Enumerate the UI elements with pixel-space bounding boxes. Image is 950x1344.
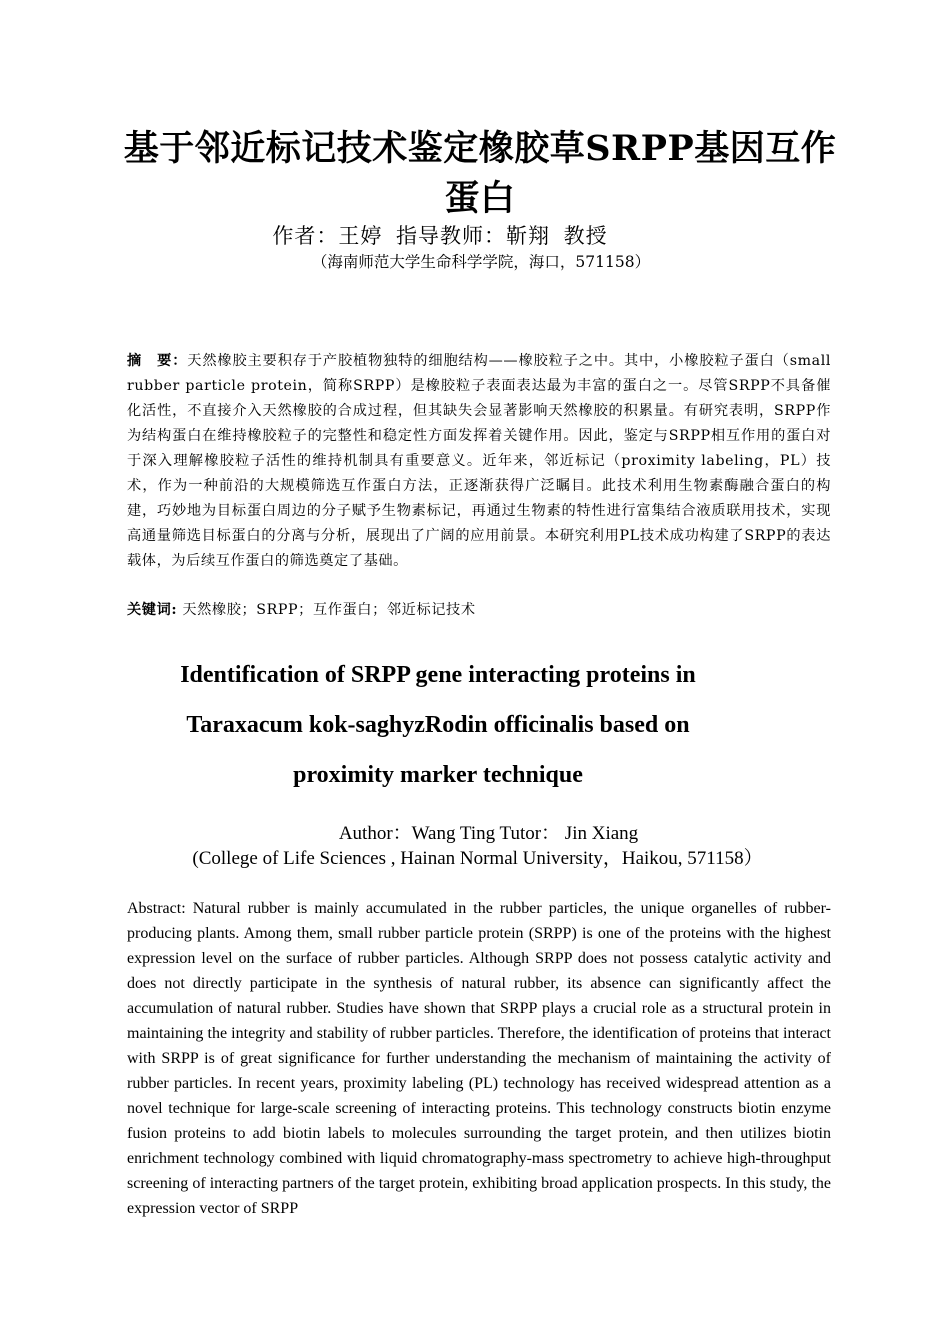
chinese-abstract-text: 天然橡胶主要积存于产胶植物独特的细胞结构——橡胶粒子之中。其中，小橡胶粒子蛋白（small rubber particle protein，简称SRPP）是橡胶粒子表面表达最为丰富的蛋白之一。尽管SRPP不具备催化活性，不直接介入天然橡胶的合成过程，但其缺失会显著影响天然橡胶的积累量。有研究表明，SRPP作为结构蛋白在维持橡胶粒子的完整性和稳定性方面发挥着关键作用。因此，鉴定与SRPP相互作用的蛋白对于深入理解橡胶粒子活性的维持机制具有重要意义。近年来，邻近标记（proximity labeling，PL）技术，作为一种前沿的大规模筛选互作蛋白方法，正逐渐获得广泛瞩目。此技术利用生物素酶融合蛋白的构建，巧妙地为目标蛋白周边的分子赋予生物素标记，再通过生物素的特性进行富集结合液质联用技术，实现高通量筛选目标蛋白的分离与分析，展现出了广阔的应用前景。本研究利用PL技术成功构建了SRPP的表达载体，为后续互作蛋白的筛选奠定了基础。	[127, 353, 831, 569]
chinese-keywords-text: 天然橡胶；SRPP；互作蛋白；邻近标记技术	[182, 602, 476, 618]
chinese-abstract-label: 摘 要：	[127, 353, 188, 369]
english-abstract: Abstract: Natural rubber is mainly accumulated in the rubber particles, the unique organelles of rubber-producing plants. Among them, small rubber particle protein (SRPP) is one of the proteins with the highest expression level on the surface of rubber particles. Although SRPP does not possess catalytic activity and does not directly participate in the synthesis of natural rubber, its absence can significantly affect the accumulation of natural rubber. Studies have shown that SRPP plays a crucial role as a structural protein in maintaining the integrity and stability of rubber particles. Therefore, the identification of proteins that interact with SRPP is of great significance for further understanding the mechanism of maintaining the activity of rubber particles. In recent years, proximity labeling (PL) technology has received widespread attention as a novel technique for large-scale screening of interacting proteins. This technology constructs biotin enzyme fusion proteins to add biotin labels to molecules surrounding the target protein, and then utilizes biotin enrichment technology combined with liquid chromatography-mass spectrometry to achieve high-throughput screening of interacting partners of the target protein, exhibiting broad application prospects. In this study, the expression vector of SRPP	[127, 900, 831, 1217]
english-author-line: Author：Wang Ting Tutor： Jin Xiang	[338, 823, 639, 844]
chinese-keywords-label: 关键词:	[127, 602, 178, 618]
english-title-line-2: Taraxacum kok-saghyzRodin officinalis based on	[186, 712, 690, 738]
english-title	[118, 650, 758, 800]
chinese-author-line: 作者：王婷 指导教师：靳翔 教授	[272, 224, 608, 248]
chinese-keywords	[127, 598, 831, 623]
english-title-line-3: proximity marker technique	[293, 762, 583, 788]
chinese-affiliation: （海南师范大学生命科学学院，海口，571158）	[311, 253, 651, 271]
english-affiliation: (College of Life Sciences , Hainan Normal University，Haikou, 571158）	[192, 848, 763, 869]
chinese-abstract	[127, 349, 831, 574]
english-title-line-1: Identification of SRPP gene interacting proteins in	[180, 662, 696, 688]
chinese-title: 基于邻近标记技术鉴定橡胶草SRPP基因互作蛋白	[123, 128, 837, 219]
